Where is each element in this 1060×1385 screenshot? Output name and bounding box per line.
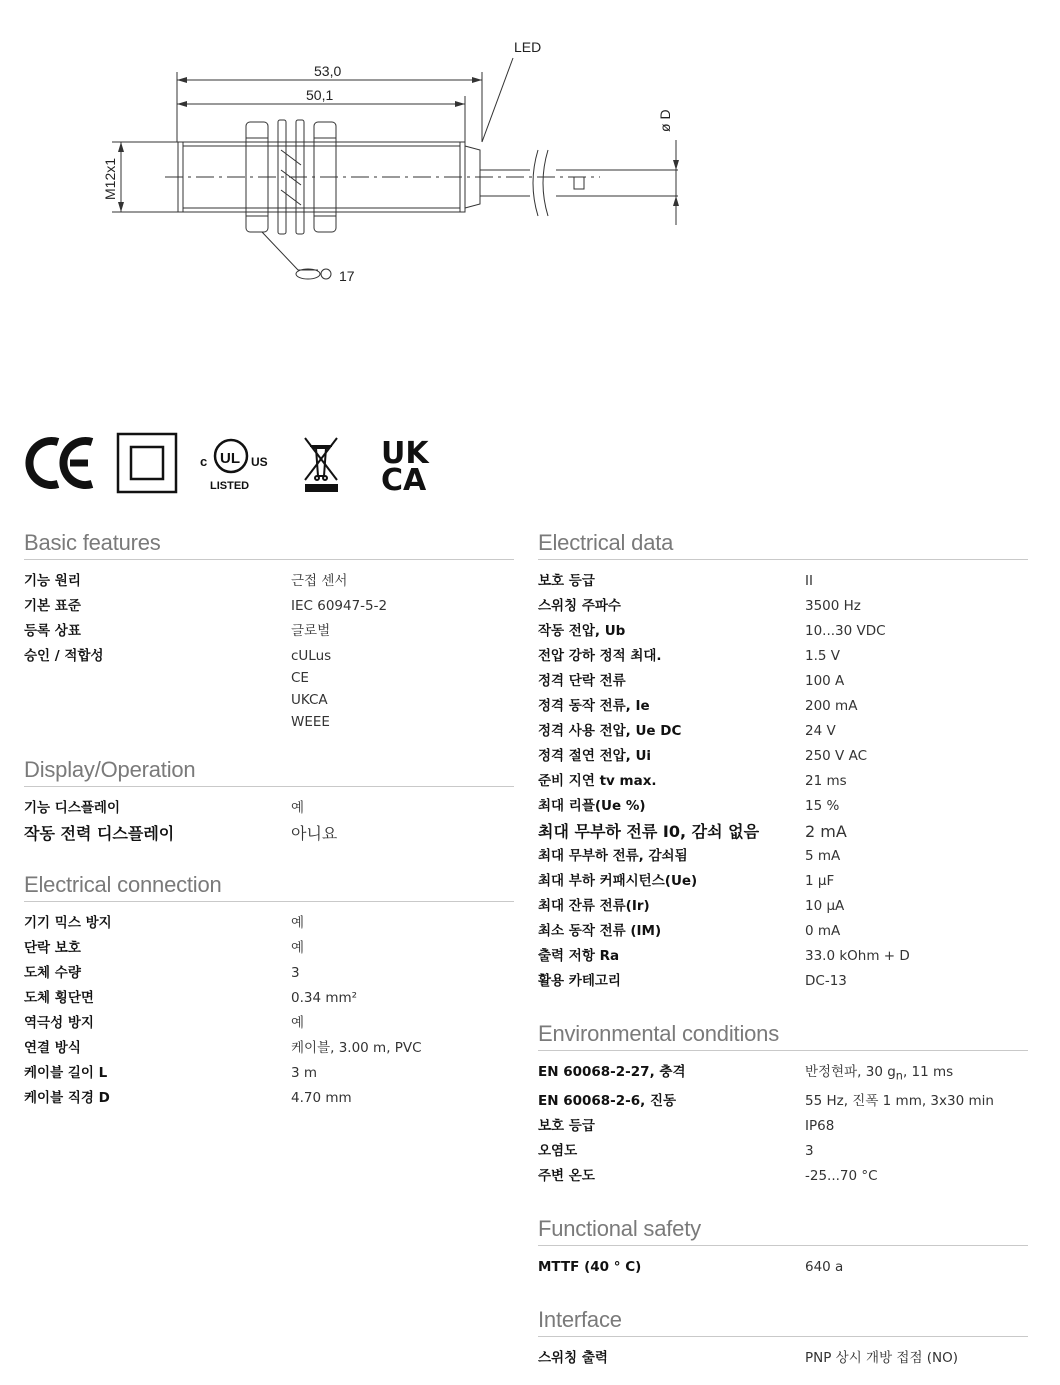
environmental-conditions-section xyxy=(538,1019,1028,1189)
spec-key: 작동 전력 디스플레이 xyxy=(24,824,175,843)
spec-row xyxy=(24,936,514,961)
shock-value-suffix: , 11 ms xyxy=(902,1064,954,1080)
spec-value: 250 V AC xyxy=(805,748,868,764)
spec-value-list xyxy=(291,644,514,733)
spec-key: 정격 동작 전류, Ie xyxy=(538,698,650,714)
spec-key: 단락 보호 xyxy=(24,940,81,956)
diameter-label: ø D xyxy=(657,109,673,132)
spec-row xyxy=(538,1139,1028,1164)
electrical-connection-section xyxy=(24,870,514,1111)
spec-row xyxy=(538,1164,1028,1189)
spec-value: 글로벌 xyxy=(291,623,331,639)
spec-row xyxy=(538,894,1028,919)
section-title: Interface xyxy=(538,1305,1028,1337)
spec-value: 10...30 VDC xyxy=(805,623,886,639)
spec-row xyxy=(24,1086,514,1111)
spec-row xyxy=(538,619,1028,644)
spec-value: 1 µF xyxy=(805,873,835,889)
spec-key: 최소 동작 전류 (IM) xyxy=(538,923,662,939)
spec-key: 전압 강하 정적 최대. xyxy=(538,648,662,664)
spec-row xyxy=(538,644,1028,669)
spec-value xyxy=(805,1060,1028,1089)
spec-key: 기본 표준 xyxy=(24,598,81,614)
right-column xyxy=(538,528,1028,1371)
section-title: Functional safety xyxy=(538,1214,1028,1246)
spec-key: 연결 방식 xyxy=(24,1040,81,1056)
spec-value: 예 xyxy=(291,915,305,931)
approval-item: UKCA xyxy=(291,692,328,708)
spec-key: 도체 수량 xyxy=(24,965,81,981)
spec-value: PNP 상시 개방 접점 (NO) xyxy=(805,1349,959,1366)
spec-key: 기능 원리 xyxy=(24,573,81,589)
spec-key: 기기 믹스 방지 xyxy=(24,915,112,931)
spec-key: 승인 / 적합성 xyxy=(24,648,104,664)
spec-row xyxy=(538,1114,1028,1139)
ukca-bottom-text: CA xyxy=(381,463,427,498)
spec-key: 최대 부하 커패시턴스(Ue) xyxy=(538,873,698,889)
spec-value: 예 xyxy=(291,800,305,816)
spec-key: 준비 지연 tv max. xyxy=(538,773,657,789)
spec-row xyxy=(538,1089,1028,1114)
spec-value: 5 mA xyxy=(805,848,841,864)
shock-value-subscript: n xyxy=(895,1069,903,1083)
spec-value: 33.0 kOhm + D xyxy=(805,948,910,964)
spec-value: -25...70 °C xyxy=(805,1167,878,1184)
culus-listed-icon xyxy=(200,440,268,492)
section-title: Basic features xyxy=(24,528,514,560)
spec-key: 정격 절연 전압, Ui xyxy=(538,748,652,764)
spec-value: DC-13 xyxy=(805,973,847,989)
spec-row xyxy=(538,569,1028,594)
spec-row xyxy=(538,844,1028,869)
spec-row xyxy=(538,819,1028,844)
spec-key: 최대 잔류 전류(Ir) xyxy=(538,898,650,914)
spec-row xyxy=(24,796,514,821)
shock-value-text: 반정현파, 30 g xyxy=(805,1064,896,1080)
spec-row xyxy=(538,919,1028,944)
approval-item: cULus xyxy=(291,648,332,664)
spec-key: 보호 등급 xyxy=(538,1117,595,1134)
spec-row xyxy=(538,594,1028,619)
spec-value: 4.70 mm xyxy=(291,1090,352,1106)
spec-key: 정격 단락 전류 xyxy=(538,673,626,689)
spec-value: 1.5 V xyxy=(805,648,840,664)
double-square-icon xyxy=(118,434,176,492)
spec-row xyxy=(24,594,514,619)
electrical-data-section xyxy=(538,528,1028,994)
spec-row xyxy=(24,911,514,936)
spec-key: 기능 디스플레이 xyxy=(24,800,120,816)
ukca-mark-icon xyxy=(381,436,430,498)
approval-item: WEEE xyxy=(291,714,330,730)
section-title: Environmental conditions xyxy=(538,1019,1028,1051)
spec-value: 640 a xyxy=(805,1258,844,1275)
spec-row xyxy=(538,769,1028,794)
spec-value: 3500 Hz xyxy=(805,598,861,614)
spec-value: 100 A xyxy=(805,673,845,689)
spec-value: 55 Hz, 진폭 1 mm, 3x30 min xyxy=(805,1092,994,1109)
spec-key: EN 60068-2-27, 충격 xyxy=(538,1064,686,1080)
spec-row xyxy=(538,1346,1028,1371)
dim-total-label: 53,0 xyxy=(314,63,342,79)
spec-key: 최대 무부하 전류 I0, 감쇠 없음 xyxy=(538,822,760,841)
spec-value: 3 xyxy=(805,1142,814,1159)
functional-safety-section xyxy=(538,1214,1028,1280)
dimension-drawing xyxy=(0,0,1060,310)
spec-value: 2 mA xyxy=(805,822,847,841)
spec-key: 최대 리플(Ue %) xyxy=(538,798,646,814)
spec-row xyxy=(24,569,514,594)
spec-key: 정격 사용 전압, Ue DC xyxy=(538,723,682,739)
spec-value: 케이블, 3.00 m, PVC xyxy=(291,1040,422,1056)
led-label: LED xyxy=(514,39,542,55)
spec-value: 3 xyxy=(291,965,300,981)
basic-features-section xyxy=(24,528,514,733)
spec-key: 역극성 방지 xyxy=(24,1015,94,1031)
spec-row xyxy=(538,744,1028,769)
spec-key: 스위칭 출력 xyxy=(538,1349,608,1366)
spec-key: EN 60068-2-6, 진동 xyxy=(538,1092,677,1109)
spec-key: 활용 카테고리 xyxy=(538,973,621,989)
culus-listed-text: LISTED xyxy=(210,480,250,492)
spec-key: 보호 등급 xyxy=(538,573,595,589)
spec-row xyxy=(24,619,514,644)
spec-key: 오염도 xyxy=(538,1142,578,1159)
approval-item: CE xyxy=(291,670,309,686)
spec-row xyxy=(24,961,514,986)
spec-value: II xyxy=(805,573,813,589)
spec-value: IP68 xyxy=(805,1117,835,1134)
spec-value: 3 m xyxy=(291,1065,318,1081)
left-column xyxy=(24,528,514,1111)
culus-ul-text: UL xyxy=(220,450,240,467)
display-operation-section xyxy=(24,755,514,846)
spec-row xyxy=(24,1061,514,1086)
spec-row xyxy=(538,1060,1028,1089)
spec-key: 최대 무부하 전류, 감쇠됨 xyxy=(538,848,688,864)
section-title: Display/Operation xyxy=(24,755,514,787)
spec-key: 도체 횡단면 xyxy=(24,990,94,1006)
spec-value: 24 V xyxy=(805,723,836,739)
section-title: Electrical connection xyxy=(24,870,514,902)
spec-row xyxy=(538,794,1028,819)
spec-row xyxy=(24,986,514,1011)
spec-value: 15 % xyxy=(805,798,840,814)
spec-row xyxy=(538,869,1028,894)
spec-row xyxy=(538,694,1028,719)
spec-key: 주변 온도 xyxy=(538,1167,595,1184)
spec-value: 예 xyxy=(291,1015,305,1031)
crossed-bin-icon xyxy=(305,438,337,491)
spec-row xyxy=(538,1255,1028,1280)
spec-key: 작동 전압, Ub xyxy=(538,623,626,639)
spec-value: IEC 60947-5-2 xyxy=(291,598,388,614)
spec-row xyxy=(538,669,1028,694)
spec-key: 스위칭 주파수 xyxy=(538,598,621,614)
dim-body-label: 50,1 xyxy=(306,87,334,103)
culus-us-text: US xyxy=(251,455,268,469)
spec-value: 근접 센서 xyxy=(291,573,348,589)
ce-mark-icon xyxy=(29,441,92,485)
spec-key: 케이블 직경 D xyxy=(24,1090,110,1106)
spec-row xyxy=(24,644,514,733)
spec-row xyxy=(24,821,514,846)
section-title: Electrical data xyxy=(538,528,1028,560)
spec-value: 예 xyxy=(291,940,305,956)
spec-value: 0.34 mm² xyxy=(291,990,358,1006)
spec-key: 출력 저항 Ra xyxy=(538,948,620,964)
spec-row xyxy=(538,969,1028,994)
spec-value: 아니요 xyxy=(291,824,338,843)
spec-value: 21 ms xyxy=(805,773,847,789)
interface-section xyxy=(538,1305,1028,1371)
spec-value: 200 mA xyxy=(805,698,858,714)
spec-value: 0 mA xyxy=(805,923,841,939)
wrench-size-label: 17 xyxy=(339,268,355,284)
thread-label: M12x1 xyxy=(102,157,118,200)
spec-row xyxy=(538,719,1028,744)
certification-marks xyxy=(0,425,1060,505)
spec-value: 10 µA xyxy=(805,898,845,914)
spec-key: MTTF (40 ° C) xyxy=(538,1258,642,1275)
spec-row xyxy=(24,1036,514,1061)
ukca-top-text: UK xyxy=(381,436,429,471)
spec-row xyxy=(538,944,1028,969)
culus-c-text: c xyxy=(200,454,208,469)
spec-key: 등록 상표 xyxy=(24,623,81,639)
spec-key: 케이블 길이 L xyxy=(24,1065,108,1081)
spec-row xyxy=(24,1011,514,1036)
